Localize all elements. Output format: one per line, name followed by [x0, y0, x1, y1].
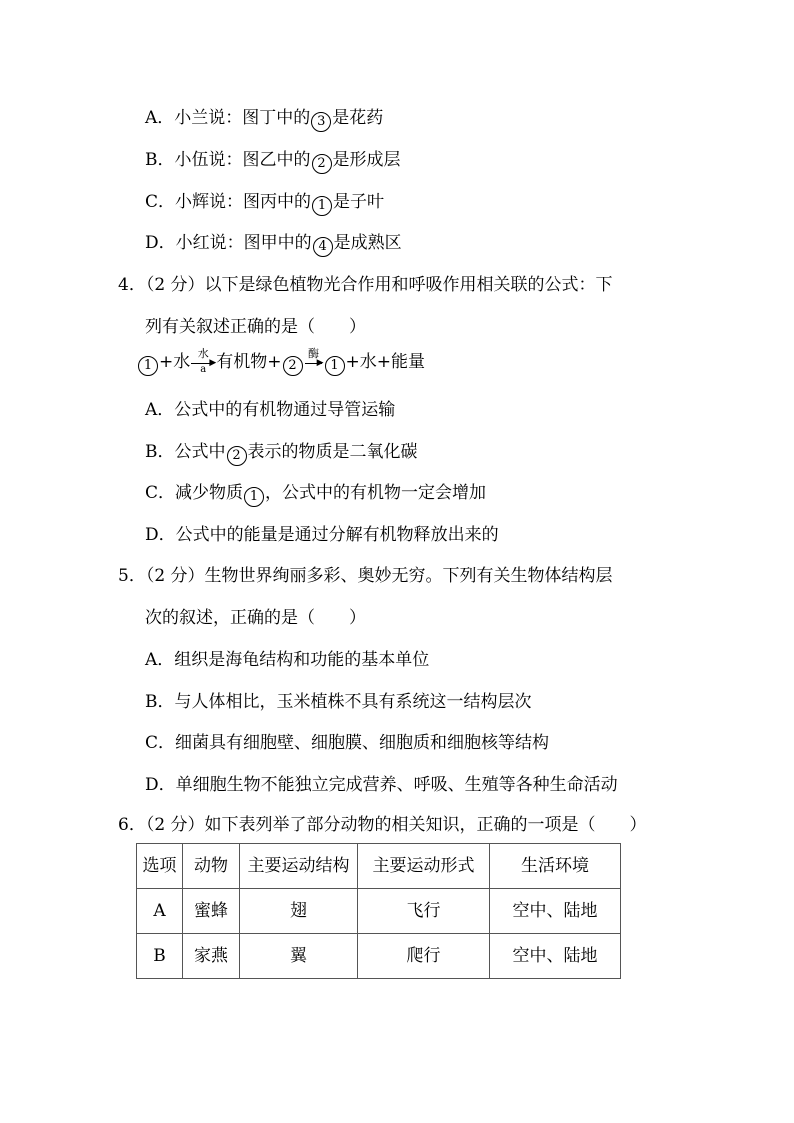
formula-text: +水	[159, 352, 191, 372]
q4-stem-line1: 4．（2 分）以下是绿色植物光合作用和呼吸作用相关联的公式：下	[118, 275, 613, 295]
q6-table	[136, 843, 621, 979]
table-header-cell: 生活环境	[490, 844, 621, 889]
q5-stem-line2: 次的叙述，正确的是（ ）	[145, 608, 366, 628]
table-header-cell: 主要运动结构	[240, 844, 358, 889]
q5-option-c: C．细菌具有细胞壁、细胞膜、细胞质和细胞核等结构	[145, 733, 550, 753]
q3-option-b-text: B．小伍说：图乙中的	[145, 150, 311, 170]
q6-stem: 6．（2 分）如下表列举了部分动物的相关知识，正确的一项是（ ）	[118, 815, 647, 835]
q5-stem-line1: 5．（2 分）生物世界绚丽多彩、奥妙无穷。下列有关生物体结构层	[118, 566, 613, 586]
q3-option-c-text-end: 是子叶	[333, 192, 385, 212]
q4-formula	[137, 347, 425, 376]
q4-option-c-text-end: ，公式中的有机物一定会增加	[265, 483, 487, 503]
table-header-cell: 选项	[137, 844, 183, 889]
table-cell: 家燕	[183, 934, 240, 979]
q3-option-d-text: D．小红说：图甲中的	[145, 233, 312, 253]
q5-option-d: D．单细胞生物不能独立完成营养、呼吸、生殖等各种生命活动	[145, 775, 618, 795]
table-cell: A	[137, 889, 183, 934]
q4-option-b-text-end: 表示的物质是二氧化碳	[247, 442, 418, 462]
q4-option-d: D．公式中的能量是通过分解有机物释放出来的	[145, 525, 499, 545]
q3-option-d	[145, 231, 402, 257]
q3-option-c-text: C．小辉说：图丙中的	[145, 192, 312, 212]
circled-number: 4	[313, 237, 333, 257]
table-row	[137, 934, 621, 979]
reaction-arrow	[190, 347, 217, 375]
circled-number: 1	[312, 196, 332, 216]
q4-option-b-text: B．公式中	[145, 442, 226, 462]
arrow-bottom-label: a	[200, 364, 207, 375]
circled-number: 2	[312, 154, 332, 174]
q5-option-b: B．与人体相比，玉米植株不具有系统这一结构层次	[145, 692, 532, 712]
table-cell: 翅	[240, 889, 358, 934]
q4-option-c	[145, 481, 486, 507]
table-cell: 翼	[240, 934, 358, 979]
q3-option-a	[145, 106, 383, 132]
arrow-top-label: 酶	[308, 347, 319, 360]
q4-option-c-text: C．减少物质	[145, 483, 244, 503]
table-header-row	[137, 844, 621, 889]
table-cell: 蜜蜂	[183, 889, 240, 934]
q3-option-a-text-end: 是花药	[332, 108, 384, 128]
circled-number: 3	[311, 112, 331, 132]
q3-option-c	[145, 190, 384, 216]
q4-stem-line2: 列有关叙述正确的是（ ）	[145, 317, 366, 337]
formula-text: +水+能量	[345, 352, 425, 372]
q4-option-a: A．公式中的有机物通过导管运输	[145, 400, 396, 420]
table-cell: 空中、陆地	[490, 934, 621, 979]
table-cell: 空中、陆地	[490, 889, 621, 934]
circled-number: 1	[244, 487, 264, 507]
q3-option-b	[145, 148, 401, 174]
table-header-cell: 主要运动形式	[358, 844, 490, 889]
q3-option-a-text: A．小兰说：图丁中的	[145, 108, 311, 128]
circled-number: 2	[227, 446, 247, 466]
circled-number: 1	[325, 356, 345, 376]
q4-option-b	[145, 440, 418, 466]
arrow-top-label: 水	[197, 347, 209, 360]
table-row	[137, 889, 621, 934]
q3-option-d-text-end: 是成熟区	[333, 233, 402, 253]
q3-option-b-text-end: 是形成层	[332, 150, 401, 170]
table-cell: B	[137, 934, 183, 979]
arrow-head-icon: ▶	[209, 358, 217, 368]
table-header-cell: 动物	[183, 844, 240, 889]
formula-text: 有机物+	[216, 352, 282, 372]
arrow-head-icon: ▶	[316, 358, 324, 368]
reaction-arrow	[304, 347, 324, 374]
q5-option-a: A．组织是海龟结构和功能的基本单位	[145, 650, 430, 670]
circled-number: 1	[138, 356, 158, 376]
circled-number: 2	[283, 356, 303, 376]
table-cell: 飞行	[358, 889, 490, 934]
table-cell: 爬行	[358, 934, 490, 979]
